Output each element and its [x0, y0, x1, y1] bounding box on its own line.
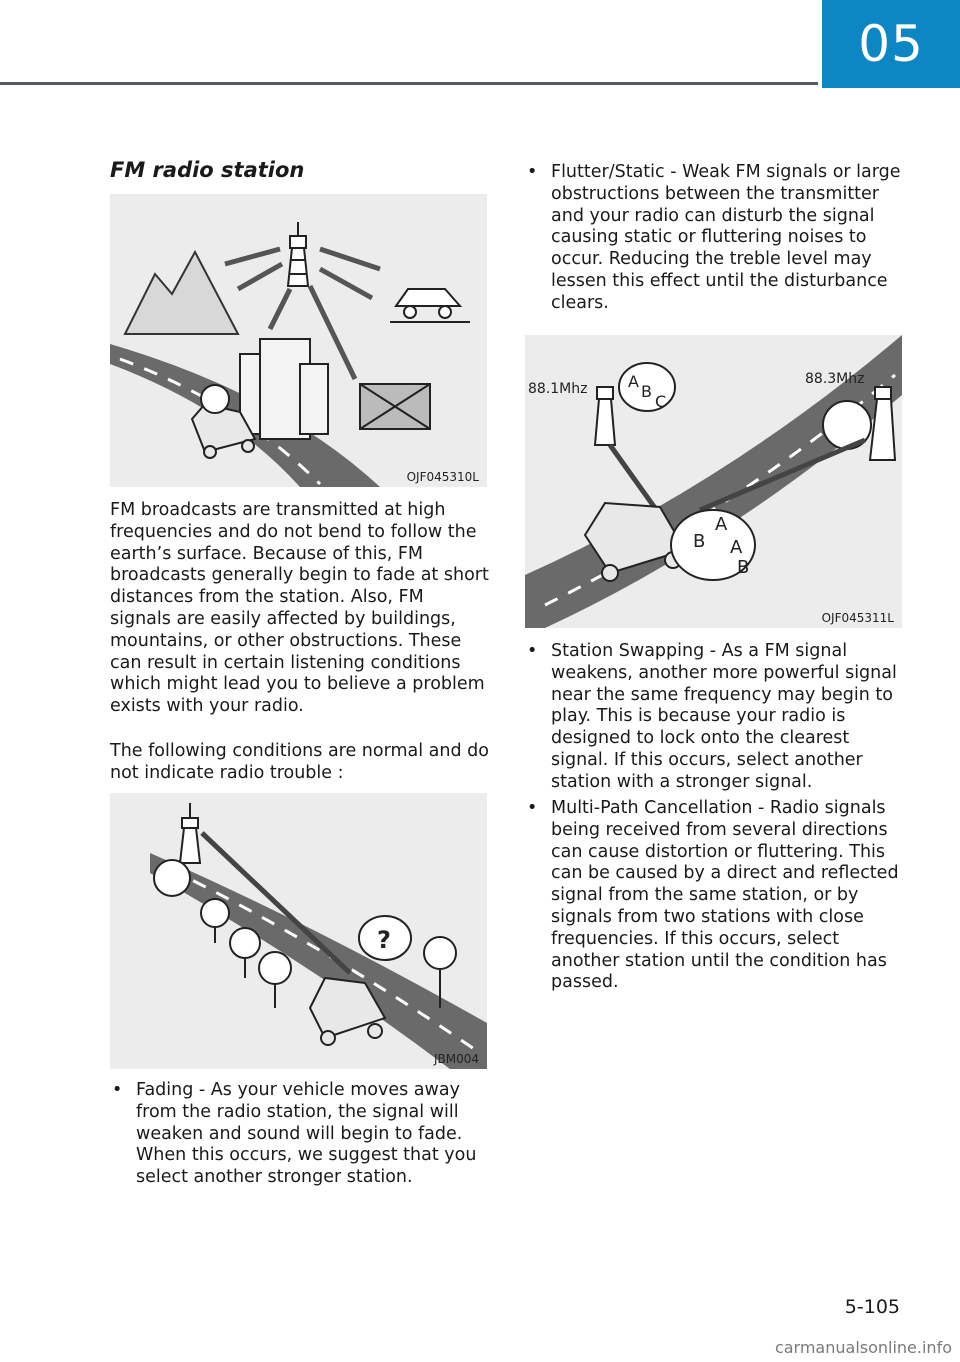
figure-fading: [110, 793, 487, 1069]
bullet-swapping: [525, 641, 906, 794]
chapter-tab: [822, 0, 960, 88]
intro-paragraph: FM broadcasts are transmitted at high frequencies and do not bend to follow the earth’s surface. Because of this, FM broadcasts generally begin to fade at short distances from the station. Also, FM signals are easily affected by buildings, mountains, or other obstructions. These can result in certain listening conditions which might lead you to believe a problem exists with your radio.: [110, 500, 489, 717]
tunnel-shape: [360, 384, 430, 429]
watermark: carmanualsonline.info: [774, 1338, 952, 1357]
radio-tower-left-icon: [595, 387, 615, 445]
bullet-multipath: [525, 798, 906, 994]
bullet-symbol: •: [527, 162, 538, 182]
letter-bottom-1: B: [693, 531, 706, 552]
fading-illustration: [110, 793, 487, 1069]
bullet-flutter: [525, 162, 906, 315]
speech-bubble-icon: [201, 385, 229, 413]
mountains-shape: [125, 252, 238, 334]
fm-broadcast-illustration: [110, 194, 487, 487]
figure-code: OJF045310L: [406, 470, 479, 484]
bullet-flutter-text: Flutter/Static - Weak FM signals or large obstructions between the transmitter and your radio can disturb the signal causing static or fluttering noises to occur. Reducing the treble level may lessen this effect until the disturbance clears.: [551, 162, 901, 313]
figure-code: OJF045311L: [821, 611, 894, 625]
bullet-symbol: •: [527, 798, 538, 818]
page-number: 5-105: [844, 1296, 900, 1318]
section-title: FM radio station: [110, 158, 305, 182]
bubble-text: ?: [377, 926, 391, 954]
figure-station-swapping: [525, 335, 902, 628]
figure-fm-broadcast: [110, 194, 487, 487]
radio-tower-icon: [180, 803, 200, 863]
figure-code: JBM004: [433, 1052, 479, 1066]
letter-bottom-3: A: [730, 537, 743, 558]
station-right-label: 88.3Mhz: [805, 371, 865, 387]
bullet-fading-text: Fading - As your vehicle moves away from the radio station, the signal will weaken and sound will begin to fade. When this occurs, we suggest that you select another stronger station.: [136, 1080, 477, 1188]
buildings-shape: [240, 339, 328, 439]
chapter-number: 05: [858, 15, 924, 73]
letter-top-b: B: [641, 382, 652, 401]
bullet-multipath-text: Multi-Path Cancellation - Radio signals being received from several directions can cause distortion or fluttering. This can be caused by a direct and reflected signal from the same station, or by signals from two stations with close frequencies. If this occurs, select another station until the condition has passed.: [551, 798, 899, 993]
bullet-symbol: •: [527, 641, 538, 661]
station-swapping-illustration: [525, 335, 902, 628]
bullet-symbol: •: [112, 1080, 123, 1100]
letter-bottom-4: B: [737, 557, 750, 578]
radio-tower-icon: [288, 222, 308, 286]
station-left-label: 88.1Mhz: [528, 381, 588, 397]
letter-top-a: A: [628, 372, 639, 391]
car-icon: [390, 289, 470, 322]
bullet-fading: [110, 1080, 490, 1189]
conditions-paragraph: The following conditions are normal and do not indicate radio trouble :: [110, 741, 489, 783]
letter-bottom-2: A: [715, 514, 728, 535]
header-rule: [0, 82, 818, 85]
bullet-swapping-text: Station Swapping - As a FM signal weakens, another more powerful signal near the same frequency may begin to play. This is because your radio is designed to lock onto the clearest signal. If this occurs, select another station with a stronger signal.: [551, 641, 897, 792]
letter-top-c: C: [655, 392, 667, 411]
music-bubble-icon: [154, 860, 190, 896]
